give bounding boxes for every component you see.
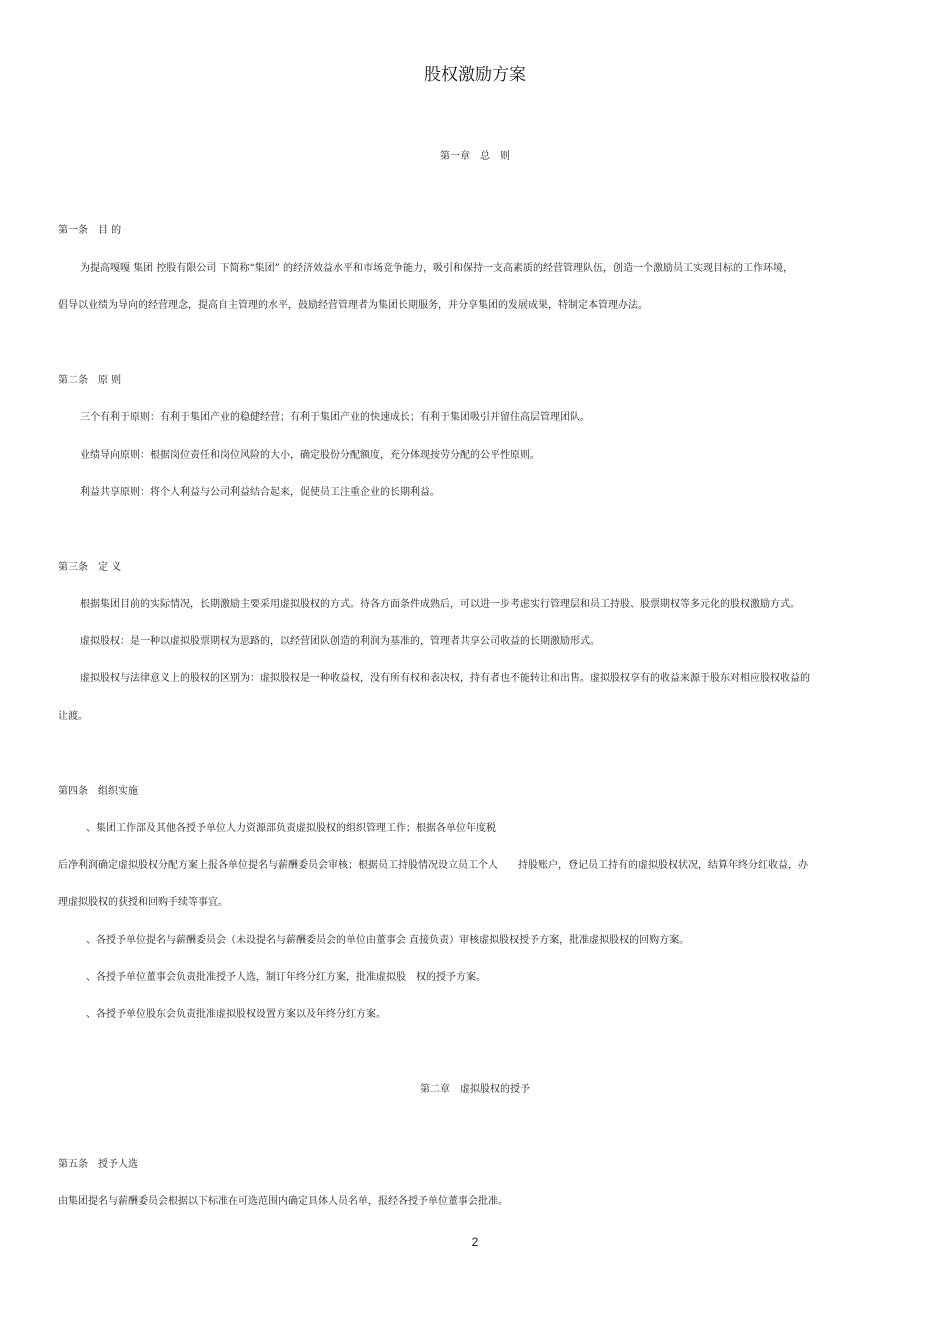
article-3-heading: 第三条 定 义 bbox=[58, 562, 122, 573]
article-2-line: 业绩导向原则：根据岗位责任和岗位风险的大小，确定股份分配额度，充分体现按劳分配的公平性原则。 bbox=[80, 450, 540, 461]
article-2-line: 利益共享原则：将个人利益与公司利益结合起来，促使员工注重企业的长期利益。 bbox=[80, 487, 440, 498]
article-1-line: 倡导以业绩为导向的经营理念，提高自主管理的水平，鼓励经营管理者为集团长期服务，并分享集团的发展成果，特制定本管理办法。 bbox=[58, 300, 648, 311]
article-3-line: 虚拟股权与法律意义上的股权的区别为：虚拟股权是一种收益权，没有所有权和表决权，持有者也不能转让和出售。虚拟股权享有的收益来源于股东对相应股权收益的 bbox=[80, 673, 810, 684]
article-1-line: 为提高嘎嘎 集团 控股有限公司 下简称“集团” 的经济效益水平和市场竞争能力，吸引和保持一支高素质的经营管理队伍，创造一个激励员工实现目标的工作环境， bbox=[80, 263, 793, 274]
article-3-line: 虚拟股权：是一种以虚拟股票期权为思路的，以经营团队创造的利润为基准的，管理者共享公司收益的长期激励形式。 bbox=[80, 636, 600, 647]
page-number: 2 bbox=[471, 1235, 479, 1249]
article-1-heading: 第一条 目 的 bbox=[58, 225, 122, 236]
article-4-line: 、各授予单位提名与薪酬委员会（未设提名与薪酬委员会的单位由董事会 直接负责）审核虚拟股权授予方案，批准虚拟股权的回购方案。 bbox=[86, 935, 690, 946]
article-4-line: 、各授予单位股东会负责批准虚拟股权设置方案以及年终分红方案。 bbox=[86, 1009, 386, 1020]
document-title: 股权激励方案 bbox=[424, 65, 526, 85]
article-5-heading: 第五条 授予人选 bbox=[58, 1159, 138, 1170]
article-4-line: 、集团工作部及其他各授予单位人力资源部负责虚拟股权的组织管理工作；根据各单位年度税 bbox=[86, 823, 496, 834]
article-4-line: 理虚拟股权的获授和回购手续等事宜。 bbox=[58, 897, 228, 908]
article-4-line: 后净利润确定虚拟股权分配方案上报各单位提名与薪酬委员会审核；根据员工持股情况设立员工个人 持股账户，登记员工持有的虚拟股权状况，结算年终分红收益，办 bbox=[58, 860, 808, 871]
article-4-heading: 第四条 组织实施 bbox=[58, 786, 138, 797]
article-2-line: 三个有利于原则：有利于集团产业的稳健经营；有利于集团产业的快速成长；有利于集团吸引并留住高层管理团队。 bbox=[80, 412, 590, 423]
chapter-1-heading: 第一章 总 则 bbox=[440, 151, 510, 162]
article-2-heading: 第二条 原 则 bbox=[58, 375, 122, 386]
chapter-2-heading: 第二章 虚拟股权的授予 bbox=[420, 1084, 530, 1095]
article-3-line: 根据集团目前的实际情况，长期激励主要采用虚拟股权的方式。待各方面条件成熟后，可以进一步考虑实行管理层和员工持股、股票期权等多元化的股权激励方式。 bbox=[80, 599, 800, 610]
article-3-line: 让渡。 bbox=[58, 711, 88, 722]
article-5-line: 由集团提名与薪酬委员会根据以下标准在可选范围内确定具体人员名单，报经各授予单位董事会批准。 bbox=[58, 1196, 508, 1207]
article-4-line: 、各授予单位董事会负责批准授予人选，制订年终分红方案，批准虚拟股 权的授予方案。 bbox=[86, 972, 486, 983]
